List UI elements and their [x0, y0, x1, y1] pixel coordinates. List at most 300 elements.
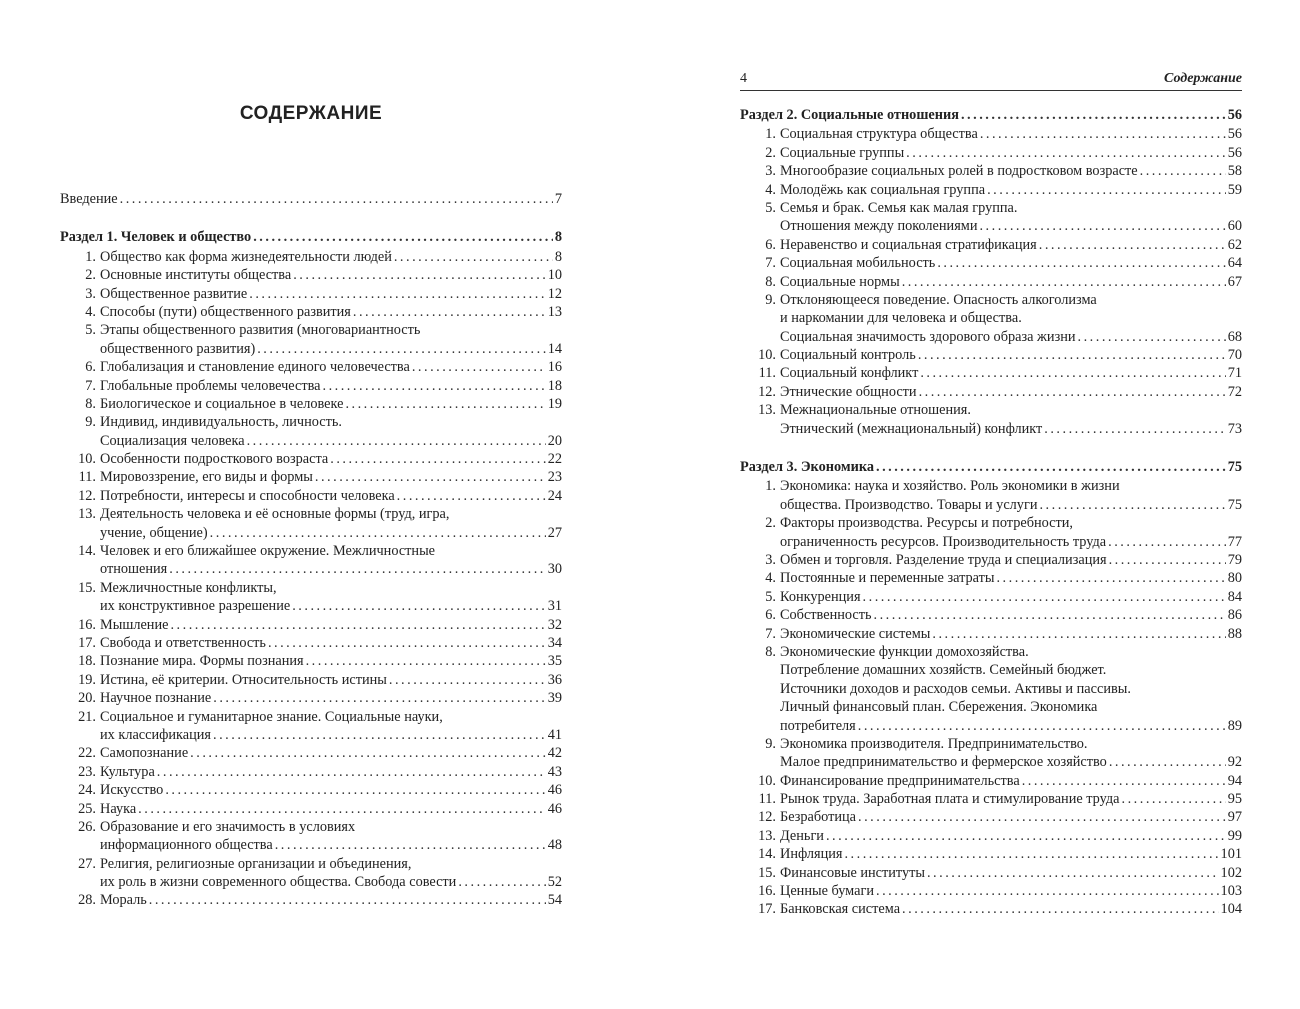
toc-entry	[740, 845, 1242, 863]
toc-entry	[740, 643, 1242, 661]
toc-entry-title: Деньги	[780, 827, 824, 844]
toc-page-number: 59	[1227, 181, 1242, 198]
toc-entry-number: 17.	[78, 634, 96, 651]
toc-entry-number: 3.	[765, 163, 776, 180]
dot-leader	[1039, 496, 1225, 514]
dot-leader	[1122, 790, 1226, 808]
dot-leader	[874, 606, 1226, 624]
toc-entry-title: Рынок труда. Заработная плата и стимулирование труда	[780, 791, 1120, 808]
toc-entry-number: 24.	[78, 782, 96, 799]
toc-entry	[60, 340, 562, 358]
toc-entry-title: общественного развития)	[100, 340, 256, 357]
toc-entry-number: 15.	[78, 579, 96, 596]
toc-page-number: 64	[1227, 255, 1242, 272]
toc-entry-number: 23.	[78, 763, 96, 780]
toc-entry	[60, 616, 562, 634]
toc-page-number: 77	[1227, 533, 1242, 550]
toc-entry-title: Межнациональные отношения.	[780, 402, 971, 419]
toc-entry-number: 16.	[78, 616, 96, 633]
toc-entry-number: 16.	[758, 883, 776, 900]
dot-leader	[247, 432, 546, 450]
toc-entry-title: Инфляция	[780, 846, 843, 863]
toc-entry	[740, 401, 1242, 419]
toc-entry	[740, 364, 1242, 382]
toc-entry-title: Раздел 2. Социальные отношения	[740, 107, 959, 123]
toc-page-number: 41	[547, 726, 562, 743]
dot-leader	[858, 808, 1226, 826]
toc-page-number: 18	[547, 377, 562, 394]
dot-leader	[876, 458, 1226, 476]
toc-page-number: 88	[1227, 625, 1242, 642]
dot-leader	[120, 190, 553, 208]
dot-leader	[292, 597, 545, 615]
toc-entry	[740, 383, 1242, 401]
toc-entry-title: Отклоняющееся поведение. Опасность алкоголизма	[780, 291, 1097, 308]
dot-leader	[932, 625, 1225, 643]
toc-page-number: 8	[554, 229, 562, 246]
toc-entry	[60, 505, 562, 523]
toc-entry-number: 5.	[765, 588, 776, 605]
toc-entry-title: Самопознание	[100, 745, 189, 762]
toc-page-number: 13	[547, 303, 562, 320]
toc-entry-number: 20.	[78, 690, 96, 707]
toc-page-number: 32	[547, 616, 562, 633]
dot-leader	[190, 744, 546, 762]
toc-entry-number: 13.	[758, 402, 776, 419]
toc-entry	[60, 358, 562, 376]
dot-leader	[293, 266, 545, 284]
toc-page-number: 10	[547, 267, 562, 284]
toc-entry-title: учение, общение)	[100, 524, 208, 541]
toc-entry-title: Личный финансовый план. Сбережения. Экономика	[780, 699, 1098, 716]
toc-entry-number: 2.	[765, 515, 776, 532]
toc-entry-title: Экономические функции домохозяйства.	[780, 643, 1029, 660]
dot-leader	[165, 781, 545, 799]
toc-entry-title: Экономические системы	[780, 625, 931, 642]
toc-entry	[60, 873, 562, 891]
toc-page-number: 62	[1227, 236, 1242, 253]
toc-entry	[740, 328, 1242, 346]
toc-entry-title: Финансирование предпринимательства	[780, 772, 1020, 789]
toc-entry	[740, 533, 1242, 551]
toc-entry	[740, 569, 1242, 587]
toc-page-number: 68	[1227, 328, 1242, 345]
toc-entry-number: 13.	[758, 827, 776, 844]
toc-page-number: 43	[547, 763, 562, 780]
toc-page-number: 8	[554, 248, 562, 265]
dot-leader	[275, 836, 546, 854]
toc-entry-title: их конструктивное разрешение	[100, 598, 291, 615]
toc-entry-title: Обмен и торговля. Разделение труда и специализация	[780, 551, 1107, 568]
toc-page-number: 7	[554, 191, 562, 207]
toc-entry-title: Социальный конфликт	[780, 365, 919, 382]
toc-entry-number: 28.	[78, 892, 96, 909]
toc-entry-number: 11.	[78, 469, 96, 486]
toc-entry	[60, 891, 562, 909]
toc-entry-title: Собственность	[780, 607, 872, 624]
toc-entry	[740, 291, 1242, 309]
toc-entry	[60, 560, 562, 578]
dot-leader	[979, 217, 1225, 235]
toc-entry-number: 6.	[765, 236, 776, 253]
toc-section-heading	[740, 106, 1242, 124]
toc-entry-title: Истина, её критерии. Относительность истины	[100, 671, 387, 688]
toc-entry	[60, 450, 562, 468]
dot-leader	[961, 106, 1226, 124]
toc-entry	[60, 266, 562, 284]
toc-page-number: 67	[1227, 273, 1242, 290]
toc-page-number: 52	[547, 874, 562, 891]
toc-entry-title: Мораль	[100, 892, 147, 909]
dot-leader	[1109, 551, 1226, 569]
dot-leader	[170, 616, 545, 634]
toc-entry-title: Социализация человека	[100, 432, 245, 449]
toc-entry-number: 12.	[758, 809, 776, 826]
toc-entry-title: Глобальные проблемы человечества	[100, 377, 321, 394]
toc-entry	[740, 900, 1242, 918]
toc-entry-number: 19.	[78, 671, 96, 688]
toc-entry	[60, 763, 562, 781]
dot-leader	[902, 273, 1226, 291]
toc-entry	[740, 790, 1242, 808]
dot-leader	[397, 487, 546, 505]
toc-entry-title: Многообразие социальных ролей в подростковом возрасте	[780, 163, 1138, 180]
toc-entry-title: Потребности, интересы и способности человека	[100, 487, 395, 504]
toc-entry	[60, 524, 562, 542]
toc-entry-number: 7.	[85, 377, 96, 394]
toc-intro	[60, 190, 562, 208]
dot-leader	[863, 588, 1226, 606]
dot-leader	[330, 450, 545, 468]
toc-entry-number: 8.	[765, 643, 776, 660]
dot-leader	[1044, 420, 1225, 438]
toc-entry	[60, 432, 562, 450]
toc-entry-title: информационного общества	[100, 837, 273, 854]
toc-entry-number: 12.	[758, 383, 776, 400]
toc-page-number: 22	[547, 451, 562, 468]
toc-entry	[740, 882, 1242, 900]
toc-entry	[60, 800, 562, 818]
toc-entry-title: Человек и его ближайшее окружение. Межличностные	[100, 543, 436, 560]
toc-page-number: 42	[547, 745, 562, 762]
toc-page-number: 79	[1227, 551, 1242, 568]
toc-page-number: 73	[1227, 420, 1242, 437]
toc-page-number: 12	[547, 285, 562, 302]
toc-page-number: 34	[547, 634, 562, 651]
toc-entry	[60, 836, 562, 854]
toc-page-number: 48	[547, 837, 562, 854]
toc-entry-title: Индивид, индивидуальность, личность.	[100, 414, 342, 431]
toc-entry-number: 11.	[758, 365, 776, 382]
dot-leader	[1039, 236, 1226, 254]
toc-entry	[740, 162, 1242, 180]
toc-entry-title: Малое предпринимательство и фермерское хозяйство	[780, 754, 1107, 771]
toc-spacer	[60, 208, 562, 228]
toc-entry-number: 18.	[78, 653, 96, 670]
toc-entry-number: 4.	[765, 570, 776, 587]
toc-entry	[740, 420, 1242, 438]
dot-leader	[919, 383, 1226, 401]
toc-entry-title: Молодёжь как социальная группа	[780, 181, 986, 198]
toc-entry-number: 9.	[765, 291, 776, 308]
toc-entry-title: и наркомании для человека и общества.	[780, 310, 1022, 327]
toc-entry	[60, 689, 562, 707]
toc-entry-number: 3.	[765, 551, 776, 568]
dot-leader	[394, 248, 553, 266]
dot-leader	[169, 560, 545, 578]
toc-entry-number: 27.	[78, 855, 96, 872]
dot-leader	[412, 358, 546, 376]
toc-entry	[740, 717, 1242, 735]
toc-page-number: 56	[1227, 107, 1242, 123]
dot-leader	[1108, 533, 1226, 551]
toc-page-number: 39	[547, 690, 562, 707]
toc-entry-title: Социальный контроль	[780, 347, 916, 364]
toc-entry	[60, 487, 562, 505]
toc-entry-title: Банковская система	[780, 901, 901, 918]
toc-entry	[740, 199, 1242, 217]
toc-page-number: 35	[547, 653, 562, 670]
toc-entry	[740, 827, 1242, 845]
toc-entry-title: Межличностные конфликты,	[100, 579, 277, 596]
dot-leader	[268, 634, 546, 652]
toc-entry	[740, 588, 1242, 606]
toc-entry-title: Искусство	[100, 782, 164, 799]
toc-entry-title: Научное познание	[100, 690, 212, 707]
toc-entry-title: Экономика производителя. Предпринимательство.	[780, 735, 1088, 752]
dot-leader	[306, 652, 546, 670]
toc-entry-number: 21.	[78, 708, 96, 725]
toc-entry-number: 12.	[78, 487, 96, 504]
toc-entry	[60, 726, 562, 744]
toc-page-number: 24	[547, 487, 562, 504]
toc-entry	[60, 781, 562, 799]
toc-page-number: 31	[547, 598, 562, 615]
toc-page-number: 58	[1227, 163, 1242, 180]
toc-entry-number: 15.	[758, 864, 776, 881]
toc-list-right	[740, 106, 1242, 919]
toc-page-number: 36	[547, 671, 562, 688]
toc-entry-title: Мировоззрение, его виды и формы	[100, 469, 313, 486]
dot-leader	[876, 882, 1219, 900]
toc-entry-number: 7.	[765, 255, 776, 272]
toc-entry	[740, 753, 1242, 771]
toc-entry	[740, 661, 1242, 679]
dot-leader	[253, 228, 553, 246]
toc-entry-title: Основные институты общества	[100, 267, 292, 284]
toc-entry-title: Общественное развитие	[100, 285, 248, 302]
dot-leader	[213, 726, 546, 744]
toc-entry	[60, 377, 562, 395]
toc-entry-title: Социальные нормы	[780, 273, 900, 290]
dot-leader	[1109, 753, 1226, 771]
dot-leader	[249, 285, 545, 303]
toc-entry-title: Этапы общественного развития (многовариантность	[100, 322, 421, 339]
toc-entry-title: Способы (пути) общественного развития	[100, 303, 351, 320]
toc-entry-number: 4.	[765, 181, 776, 198]
toc-page-number: 99	[1227, 827, 1242, 844]
toc-entry	[60, 321, 562, 339]
toc-page-number: 54	[547, 892, 562, 909]
toc-entry-title: Социальная мобильность	[780, 255, 936, 272]
toc-entry	[740, 217, 1242, 235]
toc-entry	[740, 236, 1242, 254]
toc-entry	[60, 303, 562, 321]
dot-leader	[920, 364, 1225, 382]
toc-entry-title: Конкуренция	[780, 588, 861, 605]
running-head	[740, 68, 1242, 91]
dot-leader	[257, 340, 546, 358]
toc-page-number: 101	[1220, 846, 1242, 863]
toc-page-number: 92	[1227, 754, 1242, 771]
dot-leader	[927, 864, 1219, 882]
toc-entry-number: 3.	[85, 285, 96, 302]
toc-page-number: 104	[1220, 901, 1242, 918]
toc-entry-number: 8.	[85, 395, 96, 412]
dot-leader	[902, 900, 1219, 918]
toc-entry	[740, 254, 1242, 272]
toc-entry-title: Финансовые институты	[780, 864, 925, 881]
toc-entry-number: 1.	[765, 478, 776, 495]
toc-entry-title: Социальная структура общества	[780, 126, 978, 143]
toc-entry-title: Социальная значимость здорового образа жизни	[780, 328, 1076, 345]
toc-entry-title: Этнические общности	[780, 383, 917, 400]
toc-entry-number: 9.	[765, 735, 776, 752]
dot-leader	[149, 891, 546, 909]
dot-leader	[458, 873, 545, 891]
toc-page-number: 14	[547, 340, 562, 357]
toc-entry-title: их роль в жизни современного общества. Свобода совести	[100, 874, 457, 891]
toc-entry-number: 7.	[765, 625, 776, 642]
toc-entry-number: 10.	[78, 451, 96, 468]
toc-page-number: 46	[547, 782, 562, 799]
toc-page-number: 95	[1227, 791, 1242, 808]
toc-entry	[60, 468, 562, 486]
toc-spacer	[740, 438, 1242, 458]
toc-entry-title: Постоянные и переменные затраты	[780, 570, 995, 587]
toc-entry-number: 4.	[85, 303, 96, 320]
toc-page-number: 20	[547, 432, 562, 449]
toc-entry-title: общества. Производство. Товары и услуги	[780, 496, 1038, 513]
dot-leader	[323, 377, 546, 395]
dot-leader	[858, 717, 1226, 735]
toc-entry-number: 5.	[85, 322, 96, 339]
toc-entry-title: Общество как форма жизнедеятельности людей	[100, 248, 392, 265]
dot-leader	[996, 569, 1225, 587]
dot-leader	[315, 468, 546, 486]
toc-page-number: 27	[547, 524, 562, 541]
toc-entry-title: Факторы производства. Ресурсы и потребности,	[780, 515, 1073, 532]
toc-page-number: 60	[1227, 218, 1242, 235]
toc-entry-title: Семья и брак. Семья как малая группа.	[780, 199, 1018, 216]
toc-page-number: 23	[547, 469, 562, 486]
toc-entry	[60, 248, 562, 266]
toc-page-number: 97	[1227, 809, 1242, 826]
toc-entry	[60, 542, 562, 560]
toc-entry	[60, 597, 562, 615]
toc-page-number: 46	[547, 800, 562, 817]
toc-entry	[60, 855, 562, 873]
toc-entry-number: 10.	[758, 772, 776, 789]
dot-leader	[1022, 772, 1226, 790]
toc-entry-title: Познание мира. Формы познания	[100, 653, 304, 670]
toc-page-number: 103	[1220, 883, 1242, 900]
toc-page-number: 80	[1227, 570, 1242, 587]
toc-entry-title: Социальное и гуманитарное знание. Социальные науки,	[100, 708, 443, 725]
toc-entry	[60, 818, 562, 836]
toc-entry-number: 1.	[765, 126, 776, 143]
toc-entry-number: 2.	[85, 267, 96, 284]
toc-entry-title: Раздел 1. Человек и общество	[60, 229, 252, 246]
toc-entry	[740, 346, 1242, 364]
dot-leader	[844, 845, 1218, 863]
toc-entry-title: их классификация	[100, 726, 212, 743]
toc-entry-title: Отношения между поколениями	[780, 218, 978, 235]
toc-entry-title: Религия, религиозные организации и объединения,	[100, 855, 412, 872]
dot-leader	[937, 254, 1225, 272]
toc-entry-number: 6.	[85, 359, 96, 376]
toc-entry-number: 10.	[758, 347, 776, 364]
toc-entry-number: 14.	[78, 543, 96, 560]
toc-entry	[60, 708, 562, 726]
toc-entry	[60, 634, 562, 652]
toc-entry-number: 13.	[78, 506, 96, 523]
toc-entry	[740, 680, 1242, 698]
toc-entry	[740, 309, 1242, 327]
toc-entry	[60, 413, 562, 431]
toc-entry-number: 17.	[758, 901, 776, 918]
toc-entry	[740, 698, 1242, 716]
toc-entry-number: 1.	[85, 248, 96, 265]
toc-page-number: 94	[1227, 772, 1242, 789]
toc-entry	[60, 652, 562, 670]
toc-page-number: 30	[547, 561, 562, 578]
toc-entry	[740, 181, 1242, 199]
toc-section-heading	[740, 458, 1242, 476]
toc-entry	[740, 514, 1242, 532]
toc-entry-title: потребителя	[780, 717, 856, 734]
toc-entry-title: Особенности подросткового возраста	[100, 451, 329, 468]
toc-entry	[740, 808, 1242, 826]
toc-entry-title: Введение	[60, 191, 118, 207]
page-title: СОДЕРЖАНИЕ	[239, 103, 383, 124]
toc-entry	[740, 125, 1242, 143]
page-number: 4	[740, 71, 747, 86]
dot-leader	[353, 303, 546, 321]
toc-entry-title: Глобализация и становление единого человечества	[100, 359, 410, 376]
toc-entry-title: Экономика: наука и хозяйство. Роль экономики в жизни	[780, 478, 1120, 495]
toc-entry	[740, 496, 1242, 514]
toc-page-number: 70	[1227, 347, 1242, 364]
toc-page-number: 86	[1227, 607, 1242, 624]
toc-entry	[60, 285, 562, 303]
toc-entry	[740, 273, 1242, 291]
dot-leader	[980, 125, 1226, 143]
running-title: Содержание	[1164, 71, 1242, 86]
toc-entry-number: 22.	[78, 745, 96, 762]
dot-leader	[389, 671, 546, 689]
dot-leader	[157, 763, 546, 781]
toc-entry-number: 2.	[765, 144, 776, 161]
toc-entry-title: Мышление	[100, 616, 169, 633]
dot-leader	[138, 800, 546, 818]
toc-entry	[740, 864, 1242, 882]
dot-leader	[826, 827, 1226, 845]
toc-entry	[60, 579, 562, 597]
toc-entry	[740, 551, 1242, 569]
toc-entry-number: 8.	[765, 273, 776, 290]
toc-page-number: 72	[1227, 383, 1242, 400]
